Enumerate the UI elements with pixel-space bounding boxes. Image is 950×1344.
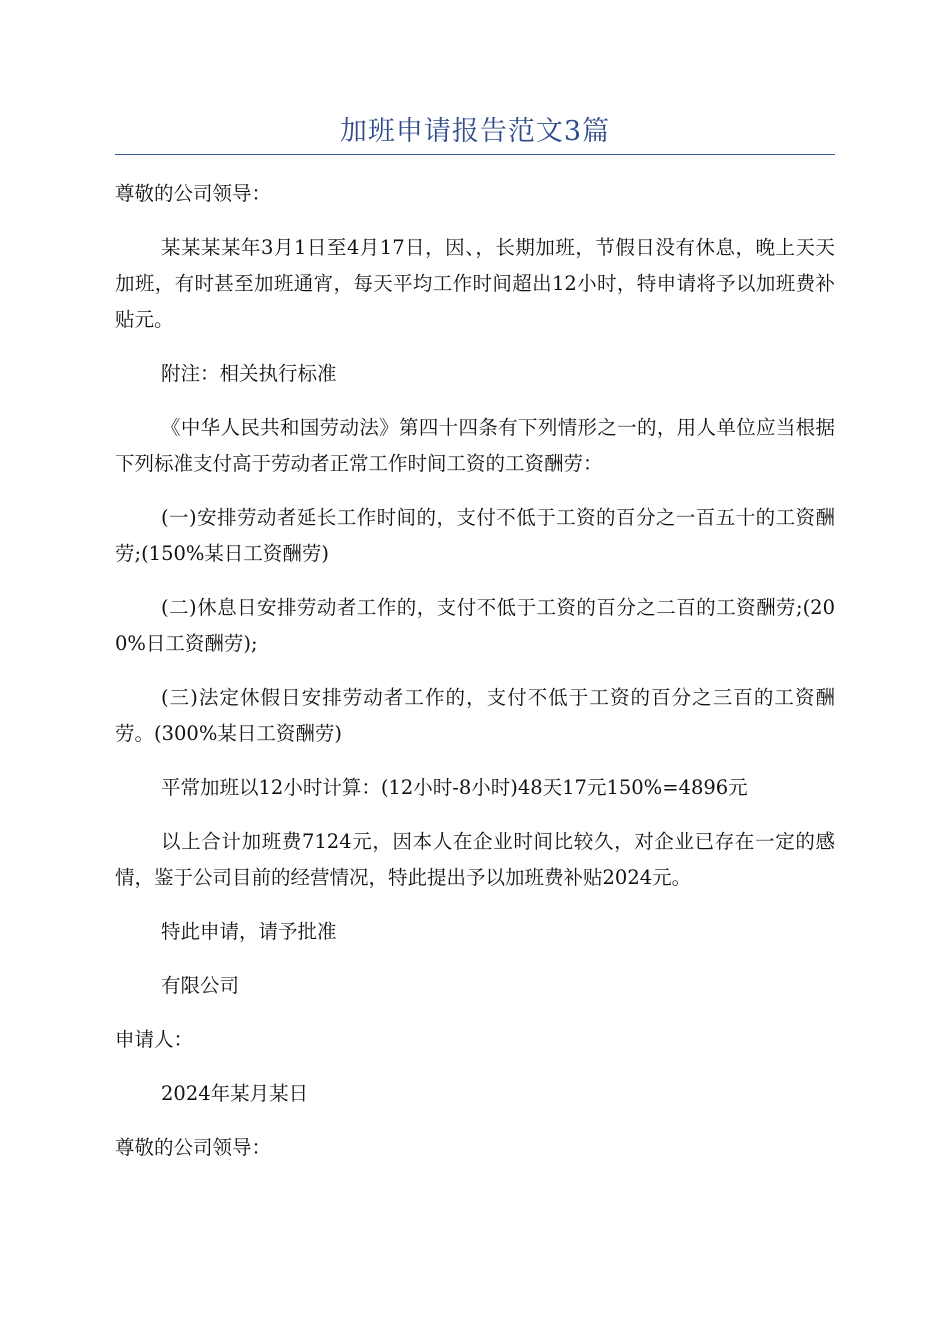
- paragraph-request: 某某某某年3月1日至4月17日，因、，长期加班，节假日没有休息，晚上天天加班，有时甚至加班通宵，每天平均工作时间超出12小时，特申请将予以加班费补贴元。: [115, 236, 835, 331]
- paragraph-note: 附注：相关执行标准: [161, 362, 337, 385]
- paragraph-applicant: 申请人：: [115, 1028, 194, 1051]
- paragraph-company: 有限公司: [161, 974, 240, 997]
- salutation-second: 尊敬的公司领导：: [115, 1136, 272, 1159]
- paragraph-total: 以上合计加班费7124元，因本人在企业时间比较久，对企业已存在一定的感情，鉴于公司目前的经营情况，特此提出予以加班费补贴2024元。: [115, 830, 835, 889]
- paragraph-law: 《中华人民共和国劳动法》第四十四条有下列情形之一的，用人单位应当根据下列标准支付高于劳动者正常工作时间工资的工资酬劳：: [115, 416, 835, 475]
- paragraph-item-1: (一)安排劳动者延长工作时间的，支付不低于工资的百分之一百五十的工资酬劳;(150%某日工资酬劳): [115, 506, 835, 565]
- paragraph-calculation: 平常加班以12小时计算：(12小时-8小时)48天17元150%=4896元: [161, 776, 748, 799]
- title-underline: [115, 154, 835, 155]
- paragraph-item-2: (二)休息日安排劳动者工作的，支付不低于工资的百分之二百的工资酬劳;(200%日工资酬劳);: [115, 596, 835, 655]
- paragraph-item-3: (三)法定休假日安排劳动者工作的，支付不低于工资的百分之三百的工资酬劳。(300%某日工资酬劳): [115, 686, 835, 745]
- paragraph-date: 2024年某月某日: [161, 1082, 309, 1105]
- salutation: 尊敬的公司领导：: [115, 182, 272, 205]
- paragraph-closing: 特此申请，请予批准: [161, 920, 337, 943]
- document-body: [115, 176, 835, 1184]
- document-title: 加班申请报告范文3篇: [339, 116, 611, 147]
